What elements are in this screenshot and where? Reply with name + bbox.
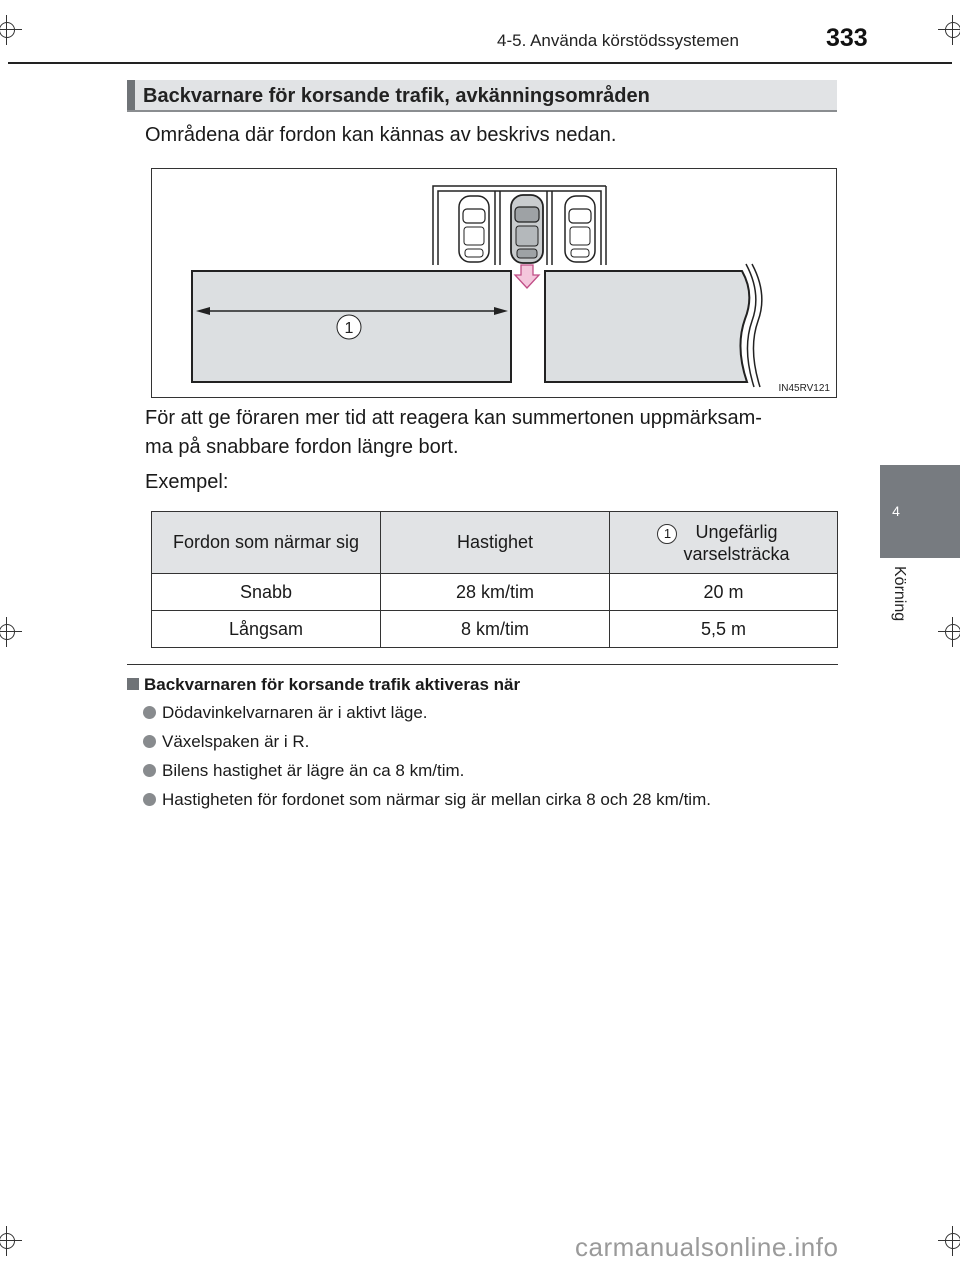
- list-item-text: Hastigheten för fordonet som närmar sig är mellan cirka 8 och 28 km/tim.: [162, 790, 711, 809]
- table-row: [152, 611, 838, 648]
- list-item: [143, 761, 464, 781]
- section-heading: [127, 80, 837, 112]
- header-speed: Hastighet: [381, 512, 610, 574]
- bullet-dot-icon: [143, 706, 156, 719]
- crop-mark: [938, 1226, 960, 1256]
- diagram-svg: [152, 169, 836, 397]
- header-rule: [8, 62, 952, 64]
- bullet-dot-icon: [143, 764, 156, 777]
- reverse-arrow-icon: [515, 265, 539, 288]
- diagram-code: IN45RV121: [778, 383, 830, 394]
- intro-text: Områdena där fordon kan kännas av beskrivs nedan.: [145, 124, 617, 146]
- range-marker-label: 1: [344, 320, 354, 337]
- table-cell: 8 km/tim: [381, 611, 610, 648]
- crop-mark: [938, 15, 960, 45]
- heading-bar: [127, 80, 135, 110]
- info-heading-text: Backvarnaren för korsande trafik aktiveras när: [144, 675, 521, 694]
- bullet-dot-icon: [143, 735, 156, 748]
- section-breadcrumb: 4-5. Använda körstödssystemen: [497, 31, 739, 50]
- square-bullet-icon: [127, 678, 139, 690]
- table-cell: Snabb: [152, 574, 381, 611]
- right-detection-zone: [545, 271, 749, 382]
- header-distance: [610, 512, 838, 574]
- list-item: [143, 732, 309, 752]
- info-rule: [127, 664, 838, 665]
- table-cell: Långsam: [152, 611, 381, 648]
- table-cell: 5,5 m: [610, 611, 838, 648]
- reversing-car-icon: [511, 195, 543, 263]
- paragraph-line: För att ge föraren mer tid att reagera kan summertonen uppmärksam-: [145, 407, 762, 429]
- header-vehicle: Fordon som närmar sig: [152, 512, 381, 574]
- info-heading: [127, 675, 520, 695]
- page-number: 333: [826, 24, 868, 52]
- list-item: [143, 703, 428, 723]
- watermark: carmanualsonline.info: [575, 1232, 839, 1262]
- paragraph-line: ma på snabbare fordon längre bort.: [145, 436, 459, 458]
- list-item-text: Växelspaken är i R.: [162, 732, 310, 751]
- header-distance-text: [683, 521, 789, 565]
- crop-mark: [0, 617, 22, 647]
- list-item: [143, 790, 711, 810]
- header-distance-line1: Ungefärlig: [695, 521, 778, 542]
- distance-marker-icon: 1: [657, 524, 677, 544]
- section-heading-text: Backvarnare för korsande trafik, avkänningsområden: [143, 85, 650, 107]
- crop-mark: [938, 617, 960, 647]
- distance-table: [151, 511, 838, 648]
- detection-area-diagram: [151, 168, 837, 398]
- table-cell: 20 m: [610, 574, 838, 611]
- header-distance-line2: varselsträcka: [683, 543, 790, 564]
- parked-car-icon: [565, 196, 595, 262]
- crop-mark: [0, 1226, 22, 1256]
- chapter-number: 4: [892, 503, 900, 519]
- table-row: [152, 574, 838, 611]
- header-distance-wrap: [657, 521, 789, 565]
- crop-mark: [0, 15, 22, 45]
- parked-car-icon: [459, 196, 489, 262]
- list-item-text: Bilens hastighet är lägre än ca 8 km/tim.: [162, 761, 465, 780]
- list-item-text: Dödavinkelvarnaren är i aktivt läge.: [162, 703, 428, 722]
- bullet-dot-icon: [143, 793, 156, 806]
- table-header-row: [152, 512, 838, 574]
- table-cell: 28 km/tim: [381, 574, 610, 611]
- chapter-label: Körning: [891, 566, 908, 622]
- example-label: Exempel:: [145, 471, 229, 493]
